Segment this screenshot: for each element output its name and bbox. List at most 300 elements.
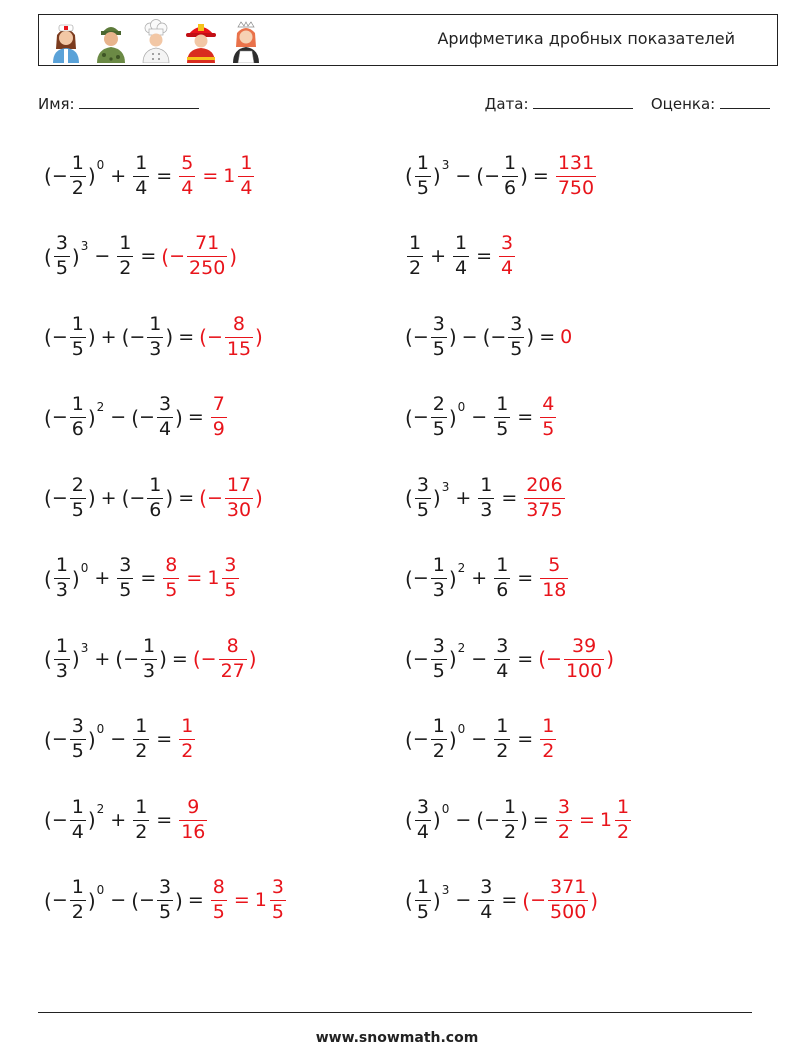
close-paren: ) <box>432 808 441 832</box>
denominator: 5 <box>416 498 429 521</box>
operator: + <box>471 567 488 589</box>
numerator: 9 <box>187 795 200 818</box>
numerator: 3 <box>416 795 429 818</box>
denominator: 5 <box>496 418 509 440</box>
close-paren: ) <box>432 486 441 510</box>
denominator: 2 <box>504 820 517 843</box>
minus-sign: − <box>484 808 501 831</box>
numerator: 1 <box>504 151 517 174</box>
answer <box>192 634 257 682</box>
numerator: 1 <box>480 473 493 496</box>
open-paren: ( <box>199 486 207 510</box>
minus-sign: − <box>139 406 155 428</box>
denominator: 3 <box>55 579 68 601</box>
denominator: 16 <box>181 820 206 843</box>
open-paren: ( <box>405 405 413 430</box>
denominator: 250 <box>189 257 226 279</box>
answer-fraction <box>163 556 179 601</box>
answer-value: 0 <box>560 325 573 348</box>
equals-sign: = <box>532 164 549 187</box>
numerator: 3 <box>432 312 445 335</box>
name-blank[interactable] <box>79 94 199 109</box>
fraction <box>157 395 173 440</box>
term-1 <box>44 717 105 762</box>
numerator: 1 <box>119 232 132 255</box>
fraction <box>133 795 149 843</box>
open-paren: ( <box>44 244 52 269</box>
term-2 <box>476 473 496 521</box>
minus-sign: − <box>51 486 68 509</box>
equals-sign: = <box>476 245 493 267</box>
answer-fraction <box>556 151 596 199</box>
answer <box>177 795 209 843</box>
denominator: 5 <box>55 257 68 279</box>
close-paren: ) <box>255 486 263 510</box>
numerator: 1 <box>409 232 422 255</box>
numerator: 3 <box>55 232 68 255</box>
grade-blank[interactable] <box>720 94 770 109</box>
answer <box>538 717 558 762</box>
close-paren: ) <box>87 405 96 430</box>
equals-sign: = <box>517 647 534 670</box>
denominator: 500 <box>550 901 587 923</box>
close-paren: ) <box>448 647 457 671</box>
denominator: 5 <box>71 498 84 521</box>
minus-sign: − <box>51 808 68 831</box>
denominator: 5 <box>158 901 172 923</box>
exponent: 0 <box>96 158 105 172</box>
soldier-avatar-icon <box>92 19 130 63</box>
minus-sign: − <box>412 325 429 348</box>
minus-sign: − <box>200 647 217 670</box>
denominator: 5 <box>271 901 284 923</box>
denominator: 2 <box>409 257 422 279</box>
denominator: 15 <box>226 337 252 360</box>
fraction <box>70 395 86 440</box>
minus-sign: − <box>206 486 223 509</box>
numerator: 3 <box>557 795 570 818</box>
numerator: 7 <box>212 393 225 416</box>
operator: − <box>471 406 488 428</box>
answer <box>199 312 263 360</box>
problem-12 <box>405 549 570 609</box>
fraction <box>478 878 494 923</box>
numerator: 1 <box>416 151 429 174</box>
problem-3 <box>44 227 237 287</box>
problem-1 <box>44 146 256 206</box>
close-paren: ) <box>432 888 441 913</box>
problem-15 <box>44 710 197 770</box>
denominator: 2 <box>119 257 132 279</box>
open-paren: ( <box>482 325 491 349</box>
answer-fraction <box>540 556 568 601</box>
fraction <box>54 634 70 682</box>
equals-sign: = <box>517 728 534 750</box>
fraction <box>502 795 518 843</box>
close-paren: ) <box>159 647 167 671</box>
exponent: 3 <box>441 882 450 897</box>
term-1 <box>44 634 89 682</box>
answer-fraction <box>179 717 195 762</box>
equals-sign: = <box>517 567 534 589</box>
operator: − <box>110 889 127 911</box>
open-paren: ( <box>44 808 52 832</box>
problem-17 <box>44 790 209 850</box>
nurse-avatar-icon <box>47 19 85 63</box>
minus-sign: − <box>490 325 507 348</box>
minus-sign: − <box>51 406 68 428</box>
denominator: 5 <box>71 337 84 360</box>
numerator: 1 <box>496 554 509 577</box>
answer-fraction <box>211 395 227 440</box>
fraction <box>70 878 86 923</box>
term-2 <box>131 795 151 843</box>
fraction <box>415 795 431 843</box>
fraction <box>478 473 494 521</box>
numerator: 1 <box>455 232 468 255</box>
denominator: 3 <box>55 659 68 682</box>
fraction <box>70 795 86 843</box>
fraction <box>494 395 510 440</box>
answer <box>538 395 558 440</box>
equals-sign: = <box>178 325 195 348</box>
answer-fraction <box>524 473 564 521</box>
denominator: 2 <box>432 740 445 762</box>
exponent: 3 <box>441 158 450 172</box>
exponent: 0 <box>457 721 466 736</box>
date-blank[interactable] <box>533 94 633 109</box>
denominator: 4 <box>496 659 509 682</box>
fraction <box>431 717 447 762</box>
close-paren: ) <box>448 727 457 752</box>
numerator: 1 <box>71 151 84 174</box>
numerator: 3 <box>224 554 237 577</box>
answer <box>538 634 615 682</box>
denominator: 5 <box>432 337 445 360</box>
close-paren: ) <box>448 405 457 430</box>
close-paren: ) <box>520 808 528 832</box>
denominator: 4 <box>135 176 148 199</box>
close-paren: ) <box>175 405 183 430</box>
answer-fraction <box>179 795 207 843</box>
numerator: 1 <box>616 795 630 818</box>
fraction <box>494 556 510 601</box>
exponent: 0 <box>96 882 105 897</box>
operator: + <box>110 808 127 831</box>
mixed-fraction <box>238 151 254 199</box>
operator: − <box>94 245 111 267</box>
denominator: 2 <box>616 820 630 843</box>
numerator: 206 <box>526 473 563 496</box>
answer <box>554 151 598 199</box>
operator: + <box>455 486 472 509</box>
close-paren: ) <box>71 566 80 591</box>
term-2 <box>451 234 471 279</box>
fraction <box>133 151 149 199</box>
answer <box>177 151 256 199</box>
term-2 <box>121 312 174 360</box>
open-paren: ( <box>44 647 52 671</box>
numerator: 1 <box>496 393 509 416</box>
numerator: 8 <box>232 312 245 335</box>
operator: − <box>471 647 488 670</box>
equals-sign: = <box>539 325 556 348</box>
denominator: 2 <box>181 740 194 762</box>
numerator: 1 <box>71 876 84 899</box>
problem-7 <box>44 388 229 448</box>
open-paren: ( <box>405 647 413 671</box>
exponent: 2 <box>96 802 105 816</box>
fraction <box>117 556 133 601</box>
answer <box>538 556 570 601</box>
term-1 <box>44 878 105 923</box>
close-paren: ) <box>165 486 174 510</box>
open-paren: ( <box>538 647 547 671</box>
numerator: 1 <box>135 151 148 174</box>
open-paren: ( <box>44 164 52 188</box>
answer <box>560 325 573 348</box>
answer-fraction <box>179 151 195 199</box>
close-paren: ) <box>229 244 238 269</box>
close-paren: ) <box>255 325 263 349</box>
denominator: 5 <box>416 901 429 923</box>
numerator: 1 <box>416 876 429 899</box>
operator: − <box>471 728 488 750</box>
minus-sign: − <box>206 325 223 348</box>
answer <box>497 234 517 279</box>
close-paren: ) <box>248 647 257 671</box>
term-2 <box>121 473 174 521</box>
fraction <box>431 556 447 601</box>
fraction <box>70 717 86 762</box>
exponent: 0 <box>457 399 466 414</box>
exponent: 3 <box>441 480 450 494</box>
denominator: 2 <box>557 820 570 843</box>
term-1 <box>44 795 105 843</box>
open-paren: ( <box>522 888 531 913</box>
fraction <box>502 151 518 199</box>
denominator: 4 <box>181 176 194 199</box>
equals-sign: = <box>156 808 173 831</box>
open-paren: ( <box>192 647 201 671</box>
denominator: 375 <box>526 498 563 521</box>
mixed-fraction <box>270 878 286 923</box>
exponent: 2 <box>457 560 466 575</box>
denominator: 2 <box>135 740 148 762</box>
denominator: 5 <box>224 579 237 601</box>
equals-sign: = <box>171 647 188 670</box>
equals-sign: = <box>202 164 219 187</box>
answer <box>209 878 288 923</box>
operator: + <box>110 164 127 187</box>
fraction <box>70 473 86 521</box>
numerator: 8 <box>212 876 225 899</box>
open-paren: ( <box>131 405 140 430</box>
equals-sign: = <box>140 245 157 267</box>
numerator: 3 <box>496 634 509 657</box>
footer-url: www.snowmath.com <box>315 1030 479 1046</box>
term-2 <box>131 395 183 440</box>
term-2 <box>131 151 151 199</box>
equals-sign: = <box>187 889 204 911</box>
denominator: 3 <box>149 337 162 360</box>
term-2 <box>482 312 535 360</box>
operator: − <box>110 406 127 428</box>
numerator: 1 <box>496 715 509 738</box>
numerator: 5 <box>548 554 561 577</box>
mixed-whole: 1 <box>254 889 267 911</box>
denominator: 4 <box>455 257 468 279</box>
numerator: 3 <box>158 393 172 416</box>
equals-sign: = <box>517 406 534 428</box>
term-1 <box>405 556 466 601</box>
close-paren: ) <box>432 164 441 188</box>
numerator: 1 <box>240 151 253 174</box>
term-2 <box>131 878 183 923</box>
answer <box>554 795 633 843</box>
term-2 <box>115 234 135 279</box>
denominator: 100 <box>565 659 603 682</box>
minus-sign: − <box>51 164 68 187</box>
denominator: 27 <box>220 659 245 682</box>
fraction <box>494 717 510 762</box>
operator: − <box>461 325 478 348</box>
answer-fraction <box>187 234 227 279</box>
numerator: 1 <box>55 634 68 657</box>
term-1 <box>405 473 450 521</box>
minus-sign: − <box>546 647 562 670</box>
fraction <box>157 878 173 923</box>
term-2 <box>492 717 512 762</box>
numerator: 71 <box>195 232 220 255</box>
open-paren: ( <box>405 808 413 832</box>
denominator: 2 <box>71 176 84 199</box>
close-paren: ) <box>526 325 535 349</box>
open-paren: ( <box>476 808 485 832</box>
problem-16 <box>405 710 558 770</box>
numerator: 371 <box>550 876 587 899</box>
numerator: 3 <box>271 876 284 899</box>
maid-avatar-icon <box>227 19 265 63</box>
date-label: Дата: <box>484 95 529 113</box>
answer-fraction <box>225 473 253 521</box>
denominator: 5 <box>542 418 555 440</box>
answer <box>199 473 263 521</box>
close-paren: ) <box>87 164 96 188</box>
close-paren: ) <box>87 486 96 510</box>
term-1 <box>44 556 89 601</box>
name-field[interactable] <box>38 94 199 113</box>
problem-2 <box>405 146 598 206</box>
answer-fraction <box>548 878 588 923</box>
denominator: 5 <box>119 579 132 601</box>
answer-fraction <box>211 878 227 923</box>
mixed-whole: 1 <box>223 164 236 187</box>
numerator: 8 <box>165 554 178 577</box>
fraction <box>494 634 510 682</box>
denominator: 2 <box>135 820 148 843</box>
denominator: 5 <box>510 337 523 360</box>
open-paren: ( <box>405 325 413 349</box>
equals-sign: = <box>140 567 157 589</box>
firefighter-avatar-icon <box>182 19 220 63</box>
fraction <box>431 634 447 682</box>
open-paren: ( <box>44 566 52 591</box>
answer-fraction <box>564 634 604 682</box>
numerator: 1 <box>71 312 84 335</box>
denominator: 18 <box>542 579 567 601</box>
equals-sign: = <box>233 889 250 911</box>
numerator: 1 <box>542 715 555 738</box>
term-1 <box>405 395 466 440</box>
exponent: 2 <box>96 399 105 414</box>
denominator: 30 <box>226 498 252 521</box>
exponent: 0 <box>441 802 450 816</box>
minus-sign: − <box>412 406 429 428</box>
operator: − <box>455 164 472 187</box>
equals-sign: = <box>532 808 549 831</box>
denominator: 4 <box>240 176 253 199</box>
numerator: 5 <box>181 151 194 174</box>
term-1 <box>405 151 450 199</box>
exponent: 3 <box>80 238 89 253</box>
numerator: 3 <box>432 634 445 657</box>
denominator: 5 <box>432 418 445 440</box>
numerator: 4 <box>542 393 555 416</box>
denominator: 9 <box>212 418 225 440</box>
problem-9 <box>44 468 263 528</box>
close-paren: ) <box>590 888 599 913</box>
minus-sign: − <box>51 889 68 911</box>
close-paren: ) <box>448 325 457 349</box>
term-1 <box>44 234 89 279</box>
numerator: 1 <box>71 393 84 416</box>
denominator: 5 <box>71 740 84 762</box>
date-grade-fields <box>485 94 770 113</box>
open-paren: ( <box>161 244 170 269</box>
fraction <box>431 312 447 360</box>
equals-sign: = <box>187 406 204 428</box>
term-1 <box>44 473 96 521</box>
close-paren: ) <box>165 325 174 349</box>
fraction <box>70 151 86 199</box>
numerator: 1 <box>504 795 517 818</box>
term-2 <box>115 556 135 601</box>
minus-sign: − <box>123 647 140 670</box>
minus-sign: − <box>51 325 68 348</box>
numerator: 1 <box>143 634 156 657</box>
open-paren: ( <box>44 325 52 349</box>
grade-label: Оценка: <box>650 95 716 113</box>
answer-fraction <box>556 795 572 843</box>
term-1 <box>405 634 466 682</box>
equals-sign: = <box>501 486 518 509</box>
fraction <box>415 151 431 199</box>
fraction <box>508 312 524 360</box>
problem-11 <box>44 549 241 609</box>
minus-sign: − <box>412 647 429 670</box>
operator: − <box>110 728 127 750</box>
term-2 <box>492 395 512 440</box>
open-paren: ( <box>131 888 140 913</box>
term-2 <box>115 634 167 682</box>
term-1 <box>44 312 96 360</box>
term-1 <box>405 234 425 279</box>
denominator: 6 <box>71 418 84 440</box>
fraction <box>415 473 431 521</box>
mixed-fraction <box>222 556 238 601</box>
answer-fraction <box>499 234 515 279</box>
